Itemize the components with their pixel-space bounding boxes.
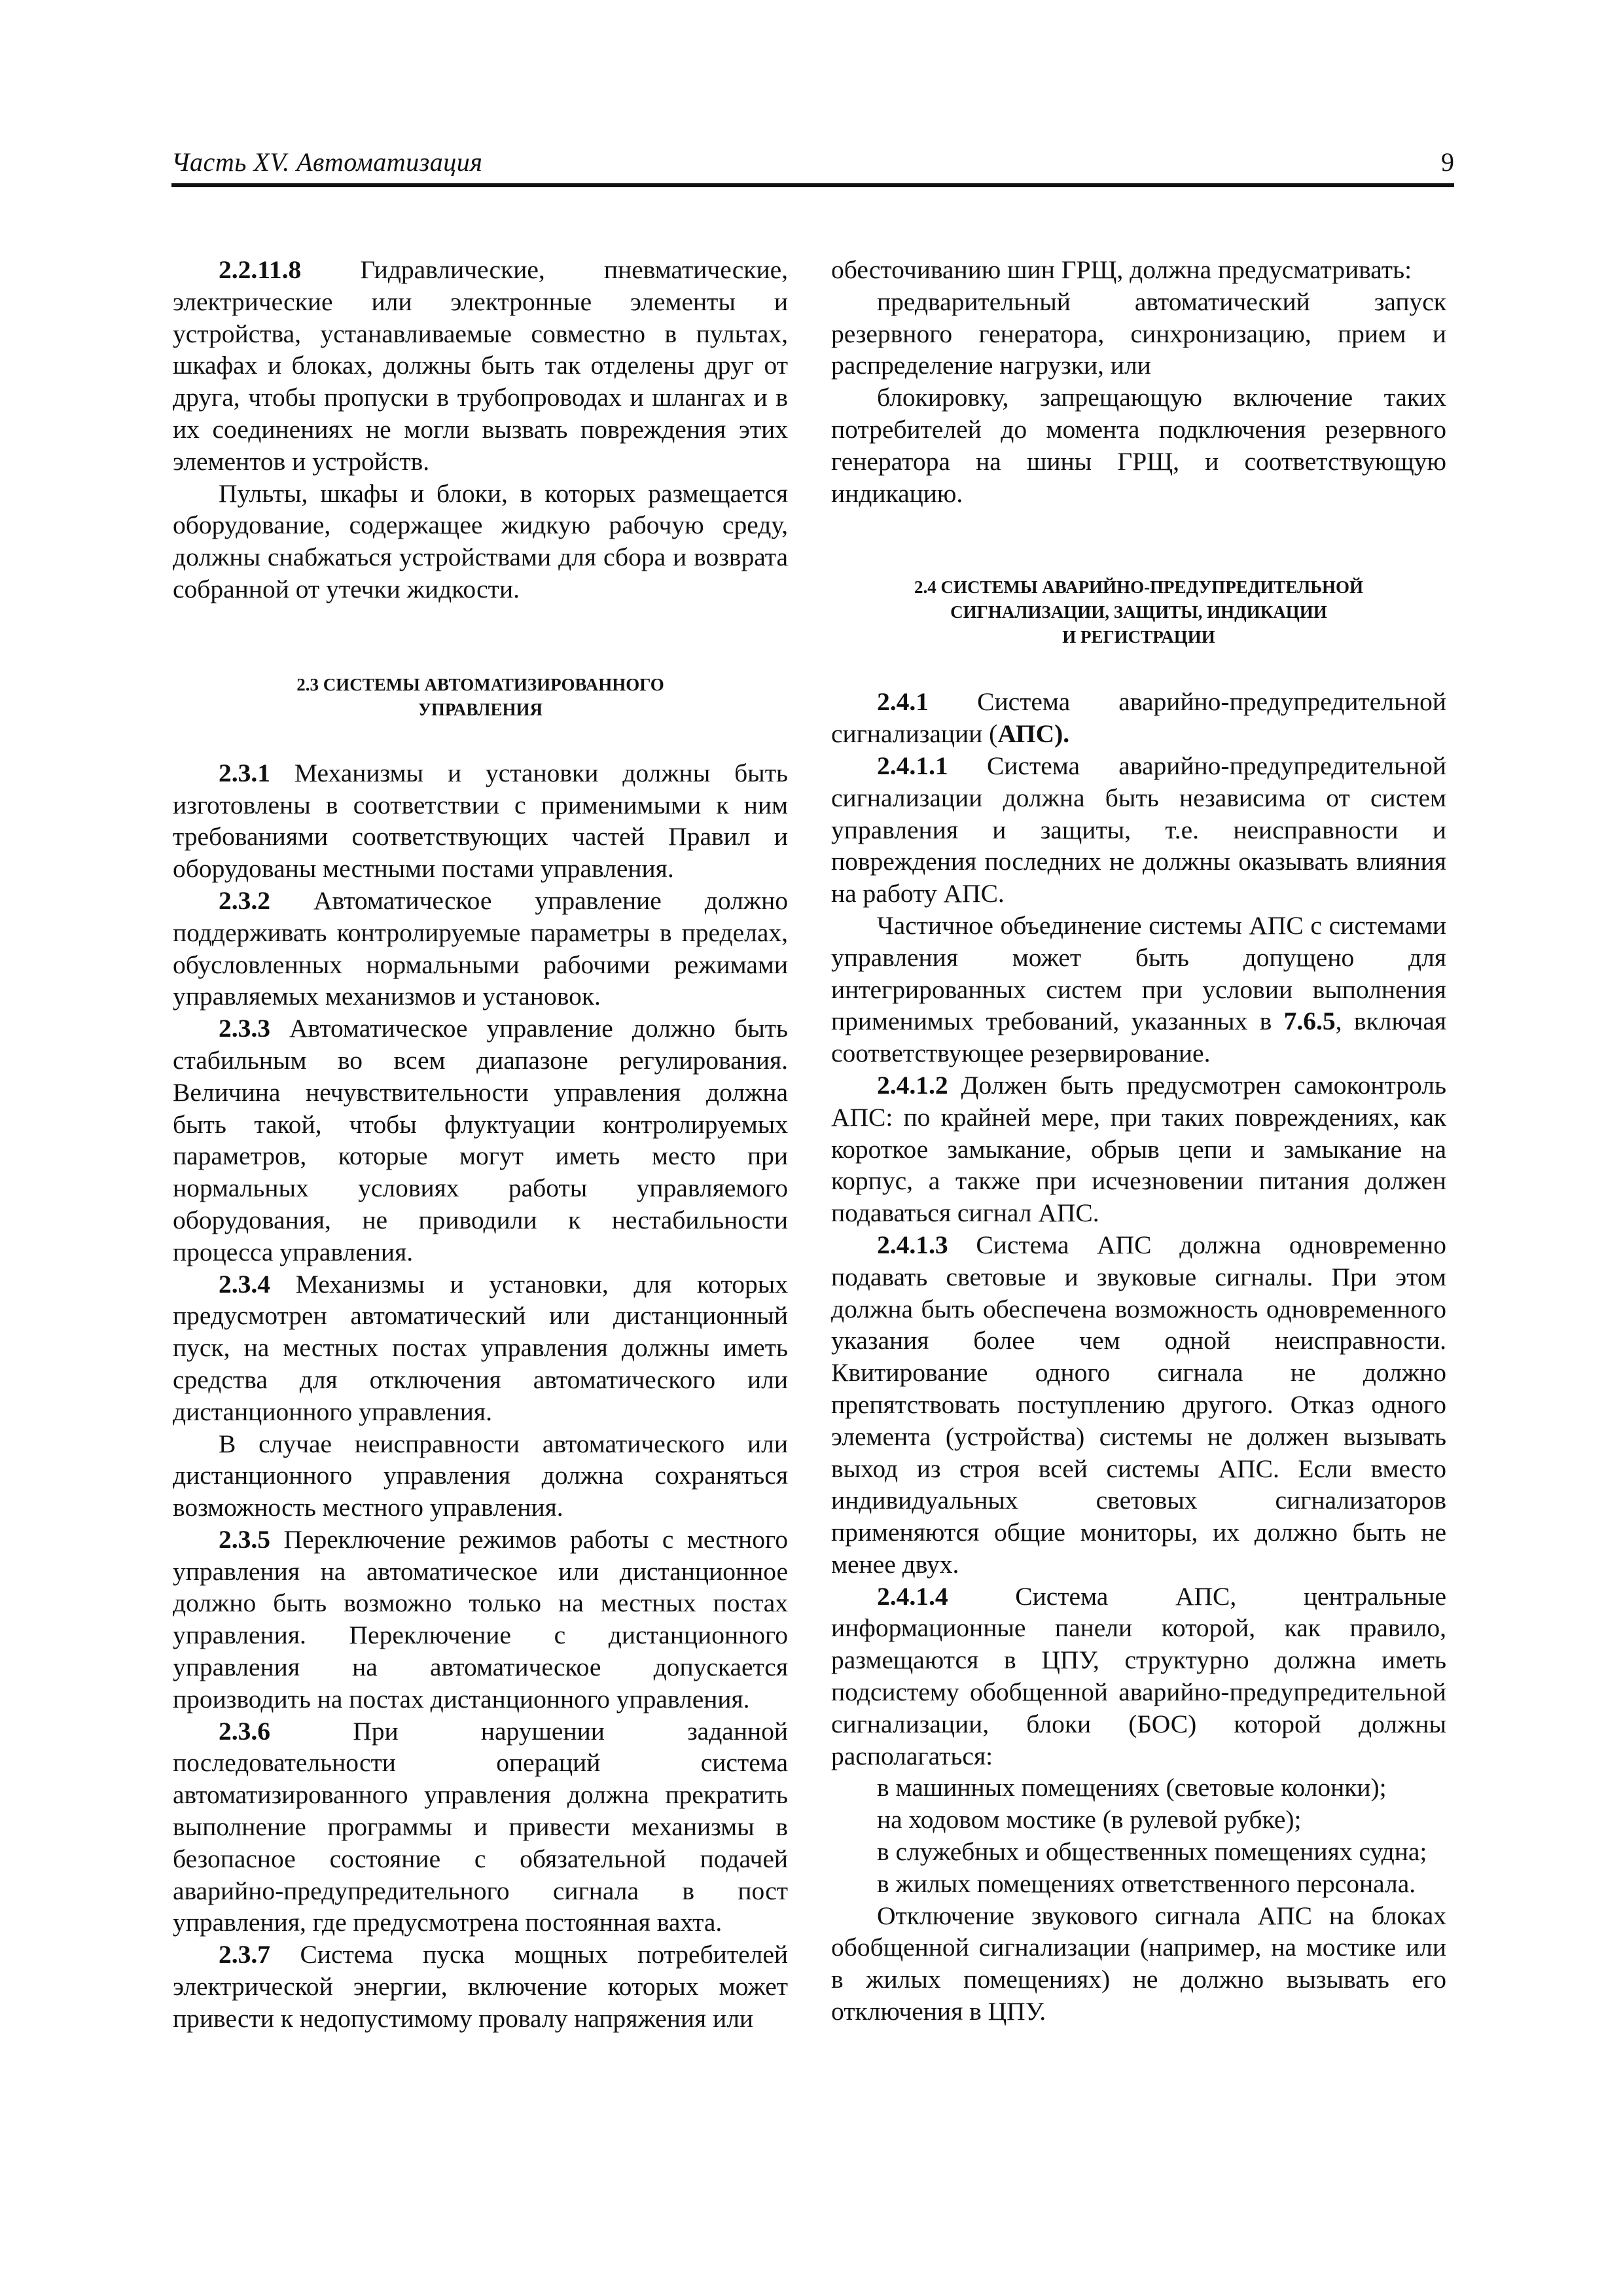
paragraph-2-2-11-8 — [173, 254, 788, 478]
clause-number: 2.3.1 — [219, 758, 270, 787]
paragraph-tail: ). — [1054, 719, 1070, 749]
clause-number: 2.4.1.3 — [877, 1230, 948, 1259]
paragraph-2-3-5 — [173, 1524, 788, 1715]
section-heading-line: 2.3 СИСТЕМЫ АВТОМАТИЗИРОВАННОГО — [296, 674, 664, 694]
list-item: на ходовом мостике (в рулевой рубке); — [877, 1805, 1302, 1835]
clause-number: 2.3.3 — [219, 1014, 270, 1043]
paragraph-text: Частичное объединение системы АПС с системами управления может быть допущено для интегрированных систем при условии выполнения применимых требований, указанных в — [831, 910, 1446, 1036]
paragraph-2-3-4 — [173, 1268, 788, 1428]
paragraph-consoles: Пульты, шкафы и блоки, в которых размещается оборудование, содержащее жидкую рабочую среду, должны снабжаться устройствами для сбора и возврата собранной от утечки жидкости. — [173, 478, 788, 603]
cross-reference: 7.6.5 — [1283, 1007, 1336, 1036]
clause-number: 2.4.1 — [877, 687, 929, 717]
paragraph-blocking: блокировку, запрещающую включение таких потребителей до момента подключения резервного генератора на шины ГРЩ, и соответствующую индикацию. — [831, 383, 1446, 508]
paragraph-text: Автоматическое управление должно быть стабильным во всем диапазоне регулирования. Величина нечувствительности управления должна быть такой, чтобы флуктуации контролируемых параметров, которые могут иметь место при нормальных условиях работы управляемого оборудования, не приводили к нестабильности процесса управления. — [173, 1014, 789, 1266]
section-heading-2-3 — [173, 672, 788, 722]
paragraph-text: Система АПС должна одновременно подавать световые и звуковые сигналы. При этом должна быть обеспечена возможность одновременного указания более чем одной неисправности. Квитирование одного сигнала не должно препятствовать поступлению другого. Отказ одного элемента (устройства) системы не должен вызывать выход из строя всей системы АПС. Если вместо индивидуальных световых сигнализаторов применяются общие мониторы, их должно быть не менее двух. — [831, 1230, 1446, 1579]
paragraph-text: Должен быть предусмотрен самоконтроль АПС: по крайней мере, при таких повреждениях, как короткое замыкание, обрыв цепи и замыкание на корпус, а также при исчезновении питания должен подаваться сигнал АПС. — [831, 1070, 1446, 1228]
paragraph-text: Переключение режимов работы с местного управления на автоматическое или дистанционное должно быть возможно только на местных постах управления. Переключение с дистанционного управления на автоматическое допускается производить на постах дистанционного управления. — [173, 1524, 788, 1713]
paragraph-2-3-2 — [173, 885, 788, 1013]
paragraph-2-4-1-2 — [831, 1069, 1446, 1229]
clause-number: 2.2.11.8 — [219, 255, 302, 284]
paragraph-text: Система пуска мощных потребителей электрической энергии, включение которых может привести к недопустимому провалу напряжения или — [173, 1940, 788, 2033]
paragraph-partial-integration — [831, 910, 1446, 1069]
paragraph-2-4-1 — [831, 686, 1446, 750]
paragraph-2-3-3 — [173, 1013, 788, 1268]
header-title: Часть XV. Автоматизация — [171, 147, 483, 177]
clause-number: 2.3.5 — [219, 1524, 270, 1554]
clause-number: 2.4.1.4 — [877, 1581, 948, 1611]
paragraph-text: Механизмы и установки, для которых предусмотрен автоматический или дистанционный пуск, на местных постах управления должны иметь средства для отключения автоматического или дистанционного управления. — [173, 1269, 789, 1426]
paragraph-tail: , включая соответствующее резервирование. — [831, 1007, 1447, 1068]
clause-number: 2.3.7 — [219, 1940, 270, 1969]
paragraph-2-4-1-1 — [831, 750, 1446, 910]
section-heading-line: УПРАВЛЕНИЯ — [418, 699, 543, 719]
paragraph-2-3-6 — [173, 1715, 788, 1939]
clause-number: 2.3.2 — [219, 886, 270, 915]
paragraph-2-3-7 — [173, 1939, 788, 2034]
section-heading-2-4 — [831, 575, 1446, 649]
paragraph-2-4-1-3 — [831, 1229, 1446, 1581]
paragraph-2-4-1-4 — [831, 1581, 1446, 1772]
clause-number: 2.4.1.2 — [877, 1070, 948, 1100]
clause-number: 2.4.1.1 — [877, 751, 948, 780]
list-item: в жилых помещениях ответственного персонала. — [877, 1869, 1416, 1898]
list-item: в машинных помещениях (световые колонки); — [877, 1773, 1387, 1803]
paragraph-text: Система АПС, центральные информационные панели которой, как правило, размещаются в ЦПУ, структурно должна иметь подсистему обобщенной аварийно-предупредительной сигнализации, блоки (БОС) которой должны располагаться: — [831, 1581, 1446, 1770]
paragraph-text: При нарушении заданной последовательности операций система автоматизированного управления должна прекратить выполнение программы и привести механизмы в безопасное состояние с обязательной подачей аварийно-предупредительного сигнала в пост управления, где предусмотрена постоянная вахта. — [173, 1716, 789, 1937]
paragraph-disable-sound: Отключение звукового сигнала АПС на блоках обобщенной сигнализации (например, на мостике или в жилых помещениях) не должно вызывать его отключения в ЦПУ. — [831, 1901, 1446, 2026]
paragraph-text: Механизмы и установки должны быть изготовлены в соответствии с применимыми к ним требованиями соответствующих частей Правил и оборудованы местными постами управления. — [173, 758, 788, 884]
paragraph-text: Система аварийно-предупредительной сигнализации должна быть независима от систем управления и защиты, т.е. неисправности и повреждения последних не должны оказывать влияния на работу АПС. — [831, 751, 1447, 908]
abbreviation: АПС — [997, 719, 1055, 749]
clause-number: 2.3.6 — [219, 1716, 270, 1746]
clause-number: 2.3.4 — [219, 1269, 270, 1299]
paragraph-failure: В случае неисправности автоматического или дистанционного управления должна сохраняться возможность местного управления. — [173, 1429, 788, 1522]
paragraph-preliminary-start: предварительный автоматический запуск резервного генератора, синхронизацию, прием и распределение нагрузки, или — [831, 287, 1446, 380]
section-heading-line: СИГНАЛИЗАЦИИ, ЗАЩИТЫ, ИНДИКАЦИИ — [950, 602, 1327, 622]
running-header — [171, 145, 1454, 187]
list-item: в служебных и общественных помещениях судна; — [877, 1837, 1427, 1867]
paragraph-text: Автоматическое управление должно поддерживать контролируемые параметры в пределах, обусловленных нормальными рабочими режимами управляемых механизмов и установок. — [173, 886, 788, 1011]
paragraph-text: Система аварийно-предупредительной сигнализации ( — [831, 687, 1447, 749]
right-column — [831, 254, 1446, 2028]
paragraph-2-3-1 — [173, 757, 788, 885]
section-heading-line: 2.4 СИСТЕМЫ АВАРИЙНО-ПРЕДУПРЕДИТЕЛЬНОЙ — [914, 577, 1363, 598]
paragraph-text: Гидравлические, пневматические, электрические или электронные элементы и устройства, устанавливаемые совместно в пультах, шкафах и блоках, должны быть так отделены друг от друга, чтобы пропуски в трубопроводах и шлангах и в их соединениях не могли вызвать повреждения этих элементов и устройств. — [173, 255, 788, 476]
paragraph-continued: обесточиванию шин ГРЩ, должна предусматривать: — [831, 255, 1412, 284]
left-column — [173, 254, 788, 2035]
section-heading-line: И РЕГИСТРАЦИИ — [1062, 627, 1215, 647]
page-number: 9 — [1441, 147, 1454, 177]
